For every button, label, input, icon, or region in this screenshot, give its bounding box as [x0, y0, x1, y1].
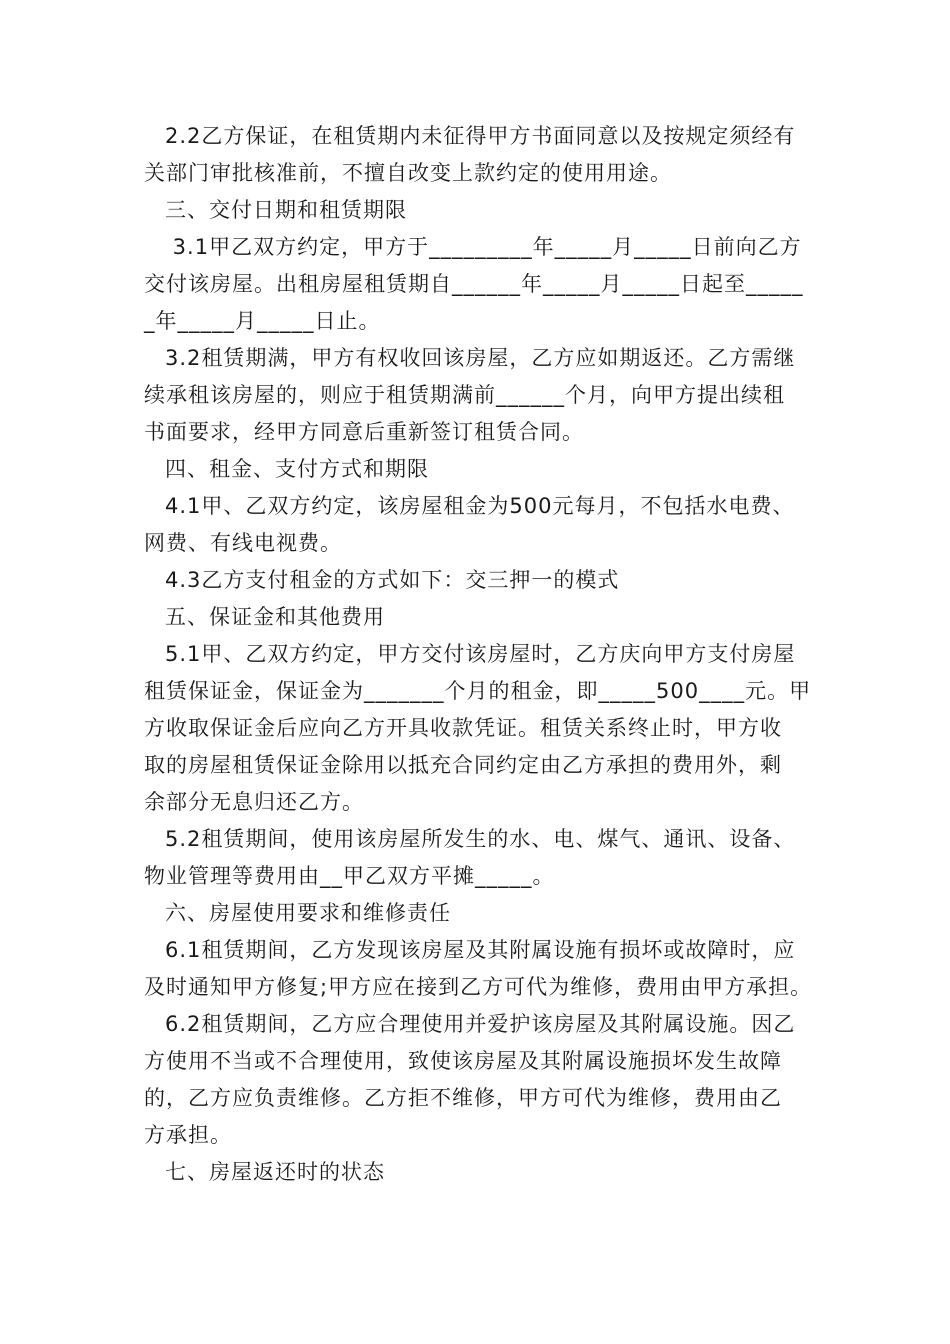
clause-2-2-line-1: 2.2乙方保证，在租赁期内未征得甲方书面同意以及按规定须经有 — [165, 124, 796, 148]
clause-3-2-line-2: 续承租该房屋的，则应于租赁期满前______个月，向甲方提出续租 — [144, 383, 785, 407]
clause-6-1-line-1: 6.1租赁期间，乙方发现该房屋及其附属设施有损坏或故障时，应 — [165, 938, 796, 962]
clause-5-1-line-4: 取的房屋租赁保证金除用以抵充合同约定由乙方承担的费用外，剩 — [144, 753, 782, 777]
clause-3-1-line-3: _年_____月_____日止。 — [144, 309, 381, 333]
clause-6-2-line-4: 方承担。 — [144, 1123, 232, 1147]
section-7-heading: 七、房屋返还时的状态 — [165, 1160, 385, 1184]
clause-2-2-line-2: 关部门审批核准前，不擅自改变上款约定的使用用途。 — [144, 161, 672, 185]
section-6-heading: 六、房屋使用要求和维修责任 — [165, 901, 451, 925]
clause-6-2-line-2: 方使用不当或不合理使用，致使该房屋及其附属设施损坏发生故障 — [144, 1049, 782, 1073]
clause-5-1-line-2: 租赁保证金，保证金为_______个月的租金，即_____500____元。甲 — [144, 679, 812, 703]
clause-4-1-line-2: 网费、有线电视费。 — [144, 531, 342, 555]
clause-5-2-line-2: 物业管理等费用由__甲乙双方平摊_____。 — [144, 864, 555, 888]
clause-4-1-line-1: 4.1甲、乙双方约定，该房屋租金为500元每月，不包括水电费、 — [165, 494, 795, 518]
clause-3-1-line-1: 3.1甲乙双方约定，甲方于_________年_____月_____日前向乙方 — [165, 235, 802, 259]
section-5-heading: 五、保证金和其他费用 — [165, 605, 385, 629]
clause-5-1-line-5: 余部分无息归还乙方。 — [144, 790, 364, 814]
clause-5-1-line-1: 5.1甲、乙双方约定，甲方交付该房屋时，乙方庆向甲方支付房屋 — [165, 642, 796, 666]
section-3-heading: 三、交付日期和租赁期限 — [165, 198, 407, 222]
clause-5-1-line-3: 方收取保证金后应向乙方开具收款凭证。租赁关系终止时，甲方收 — [144, 716, 782, 740]
clause-6-1-line-2: 及时通知甲方修复;甲方应在接到乙方可代为维修，费用由甲方承担。 — [144, 975, 813, 999]
clause-3-2-line-1: 3.2租赁期满，甲方有权收回该房屋，乙方应如期返还。乙方需继 — [165, 346, 796, 370]
clause-6-2-line-1: 6.2租赁期间，乙方应合理使用并爱护该房屋及其附属设施。因乙 — [165, 1012, 796, 1036]
clause-3-2-line-3: 书面要求，经甲方同意后重新签订租赁合同。 — [144, 420, 584, 444]
clause-4-3-line-1: 4.3乙方支付租金的方式如下：交三押一的模式 — [165, 568, 620, 592]
clause-6-2-line-3: 的，乙方应负责维修。乙方拒不维修，甲方可代为维修，费用由乙 — [144, 1086, 782, 1110]
section-4-heading: 四、租金、支付方式和期限 — [165, 457, 429, 481]
clause-3-1-line-2: 交付该房屋。出租房屋租赁期自______年_____月_____日起至_____ — [144, 272, 804, 296]
clause-5-2-line-1: 5.2租赁期间，使用该房屋所发生的水、电、煤气、通讯、设备、 — [165, 827, 796, 851]
